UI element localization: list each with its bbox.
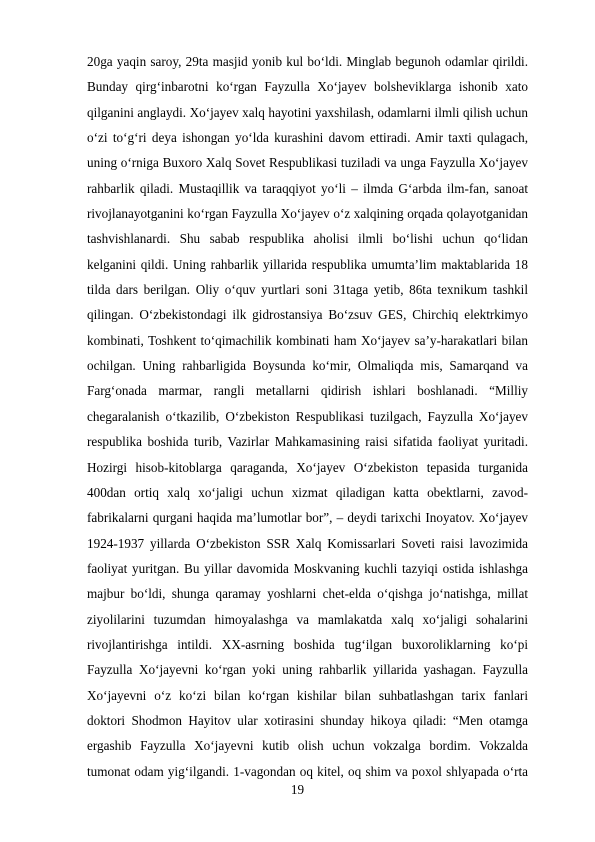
text-line-25: Fayzulla Xo‘jayevni ko‘rgan yoki uning rahbarlik yillarida yashagan. Fayzulla [87,662,528,678]
text-line-4: o‘zi to‘g‘ri deya ishongan yo‘lda kurashini davom ettiradi. Amir taxti qulagach, [87,130,528,146]
text-line-24: rivojlantirishga intildi. XX-asrning boshida tug‘ilgan buxoroliklarning ko‘pi [87,636,528,652]
text-line-17: Hozirgi hisob-kitoblarga qaraganda, Xo‘jayev O‘zbekiston tepasida turganida [87,459,528,475]
text-line-19: fabrikalarni qurgani haqida ma’lumotlar bor”, – deydi tarixchi Inoyatov. Xo‘jayev [87,510,528,526]
text-line-26: Xo‘jayevni o‘z ko‘zi bilan ko‘rgan kishilar bilan suhbatlashgan tarix fanlari [87,687,528,703]
text-line-6: rahbarlik qiladi. Mustaqillik va taraqqiyot yo‘li – ilmda G‘arbda ilm-fan, sanoat [87,180,528,196]
text-line-3: qilganini anglaydi. Xo‘jayev xalq hayotini yaxshilash, odamlarni ilmli qilish uchun [87,104,528,120]
text-line-21: faoliyat yuritgan. Bu yillar davomida Moskvaning kuchli tazyiqi ostida ishlashga [87,560,528,576]
text-line-12: kombinati, Toshkent to‘qimachilik kombinati ham Xo‘jayev sa’y-harakatlari bilan [87,332,528,348]
text-line-8: tashvishlanardi. Shu sabab respublika aholisi ilmli bo‘lishi uchun qo‘lidan [87,231,528,247]
text-line-7: rivojlanayotganini ko‘rgan Fayzulla Xo‘jayev o‘z xalqining orqada qolayotganidan [87,206,528,222]
text-line-23: ziyolilarini tuzumdan himoyalashga va mamlakatda xalq xo‘jaligi sohalarini [87,611,528,627]
page-number: 19 [290,782,305,797]
text-line-28: ergashib Fayzulla Xo‘jayevni kutib olish uchun vokzalga bordim. Vokzalda [87,738,528,754]
text-line-11: qilingan. O‘zbekistondagi ilk gidrostansiya Bo‘zsuv GES, Chirchiq elektrkimyo [87,307,528,323]
text-line-1: 20ga yaqin saroy, 29ta masjid yonib kul bo‘ldi. Minglab begunoh odamlar qirildi. [87,54,528,69]
text-line-16: respublika boshida turib, Vazirlar Mahkamasining raisi sifatida faoliyat yuritadi. [87,434,528,450]
text-line-5: uning o‘rniga Buxoro Xalq Sovet Respublikasi tuziladi va unga Fayzulla Xo‘jayev [87,155,528,171]
text-line-18: 400dan ortiq xalq xo‘jaligi uchun xizmat qiladigan katta obektlarni, zavod- [87,484,528,500]
text-line-14: Farg‘onada marmar, rangli metallarni qidirish ishlari boshlanadi. “Milliy [87,383,528,399]
text-line-20: 1924-1937 yillarda O‘zbekiston SSR Xalq Komissarlari Soveti raisi lavozimida [87,535,528,551]
text-line-2: Bunday qirg‘inbarotni ko‘rgan Fayzulla Xo‘jayev bolsheviklarga ishonib xato [87,79,528,95]
text-line-29: tumonat odam yig‘ilgandi. 1-vagondan oq kitel, oq shim va poxol shlyapada o‘rta [87,763,528,779]
text-line-9: kelganini qildi. Uning rahbarlik yillarida respublika umumta’lim maktablarida 18 [87,256,528,272]
text-line-15: chegaralanish o‘tkazilib, O‘zbekiston Respublikasi tuzilgach, Fayzulla Xo‘jayev [87,408,528,424]
text-line-13: ochilgan. Uning rahbarligida Boysunda ko‘mir, Olmaliqda mis, Samarqand va [87,358,528,374]
text-line-27: doktori Shodmon Hayitov ular xotirasini shunday hikoya qiladi: “Men otamga [87,712,528,728]
text-line-22: majbur bo‘ldi, shunga qaramay yoshlarni chet-elda o‘qishga jo‘natishga, millat [87,586,528,602]
body-text [87,53,528,788]
text-line-10: tilda dars berilgan. Oliy o‘quv yurtlari soni 31taga yetib, 86ta texnikum tashkil [87,282,528,298]
